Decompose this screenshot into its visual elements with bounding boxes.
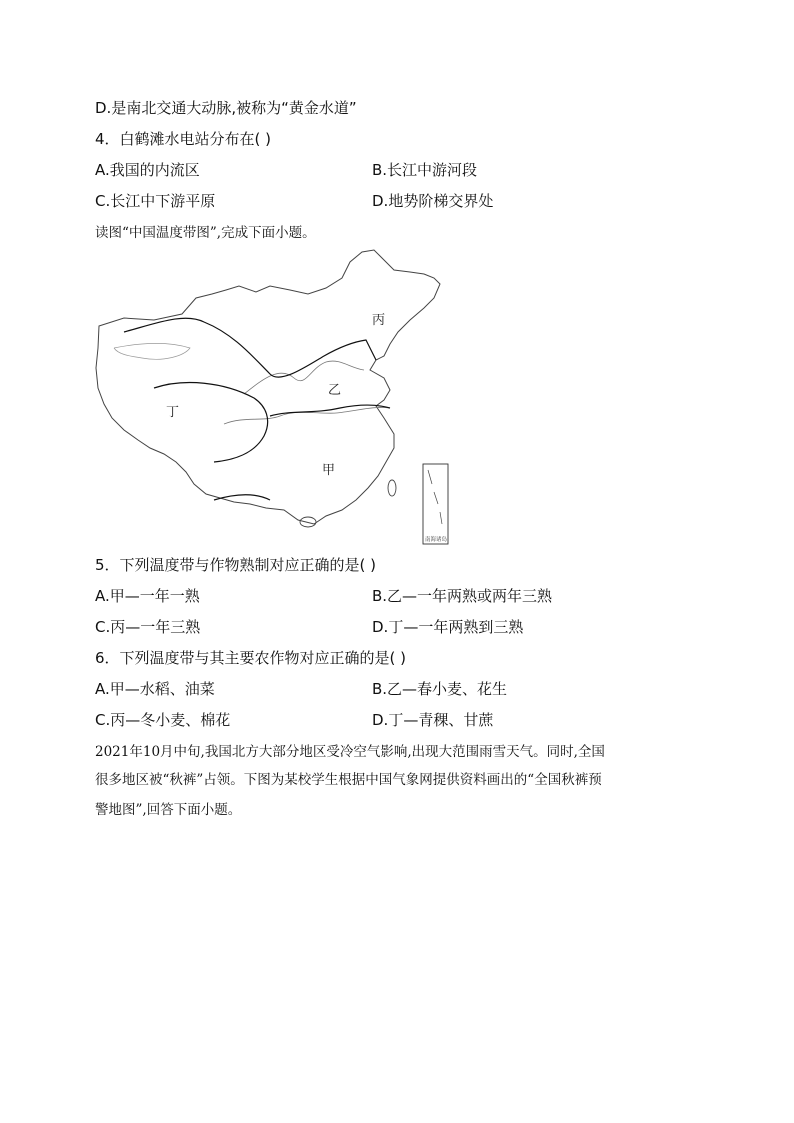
q5-option-c: C.丙—一年三熟 bbox=[95, 618, 201, 636]
q4-option-d: D.地势阶梯交界处 bbox=[372, 192, 494, 210]
map-border bbox=[96, 250, 440, 524]
label-ding: 丁 bbox=[166, 405, 180, 420]
q4-option-c: C.长江中下游平原 bbox=[95, 192, 216, 210]
yangtze-river bbox=[224, 407, 390, 424]
inset-caption: 南海诸岛 bbox=[425, 537, 448, 543]
q4-stem: 4．白鹤滩水电站分布在( ) bbox=[95, 130, 272, 148]
q4-option-a: A.我国的内流区 bbox=[95, 161, 200, 179]
taiwan-island bbox=[388, 480, 396, 496]
q6-option-a: A.甲—水稻、油菜 bbox=[95, 680, 215, 698]
q6-option-c: C.丙—冬小麦、棉花 bbox=[95, 711, 231, 729]
q5-option-d: D.丁—一年两熟到三熟 bbox=[372, 618, 524, 636]
q6-stem: 6．下列温度带与其主要农作物对应正确的是( ) bbox=[95, 649, 407, 667]
passage-line-2: 很多地区被“秋裤”占领。下图为某校学生根据中国气象网提供资料画出的“全国秋裤预 bbox=[95, 772, 602, 788]
label-jia: 甲 bbox=[322, 463, 336, 478]
zone-boundary-mid bbox=[270, 405, 390, 416]
zone-boundary-plateau bbox=[154, 383, 268, 462]
label-bing: 丙 bbox=[372, 313, 386, 328]
south-china-sea-inset bbox=[423, 464, 448, 544]
passage-line-3: 警地图”,回答下面小题。 bbox=[95, 802, 242, 818]
q5-stem: 5．下列温度带与作物熟制对应正确的是( ) bbox=[95, 556, 377, 574]
label-yi: 乙 bbox=[328, 383, 342, 398]
passage-line-1: 2021年10月中旬,我国北方大部分地区受冷空气影响,出现大范围雨雪天气。同时,全国 bbox=[95, 744, 605, 760]
china-temperature-zone-map bbox=[94, 248, 450, 548]
map-intro: 读图“中国温度带图”,完成下面小题。 bbox=[95, 225, 316, 241]
zone-boundary-north bbox=[124, 318, 376, 377]
q5-option-a: A.甲—一年一熟 bbox=[95, 587, 200, 605]
q3-option-d: D.是南北交通大动脉,被称为“黄金水道” bbox=[95, 99, 357, 117]
tarim-basin-edge bbox=[114, 343, 190, 359]
q6-option-d: D.丁—青稞、甘蔗 bbox=[372, 711, 494, 729]
q5-option-b: B.乙—一年两熟或两年三熟 bbox=[372, 587, 553, 605]
zone-boundary-south bbox=[214, 495, 270, 500]
q4-option-b: B.长江中游河段 bbox=[372, 161, 478, 179]
q6-option-b: B.乙—春小麦、花生 bbox=[372, 680, 508, 698]
